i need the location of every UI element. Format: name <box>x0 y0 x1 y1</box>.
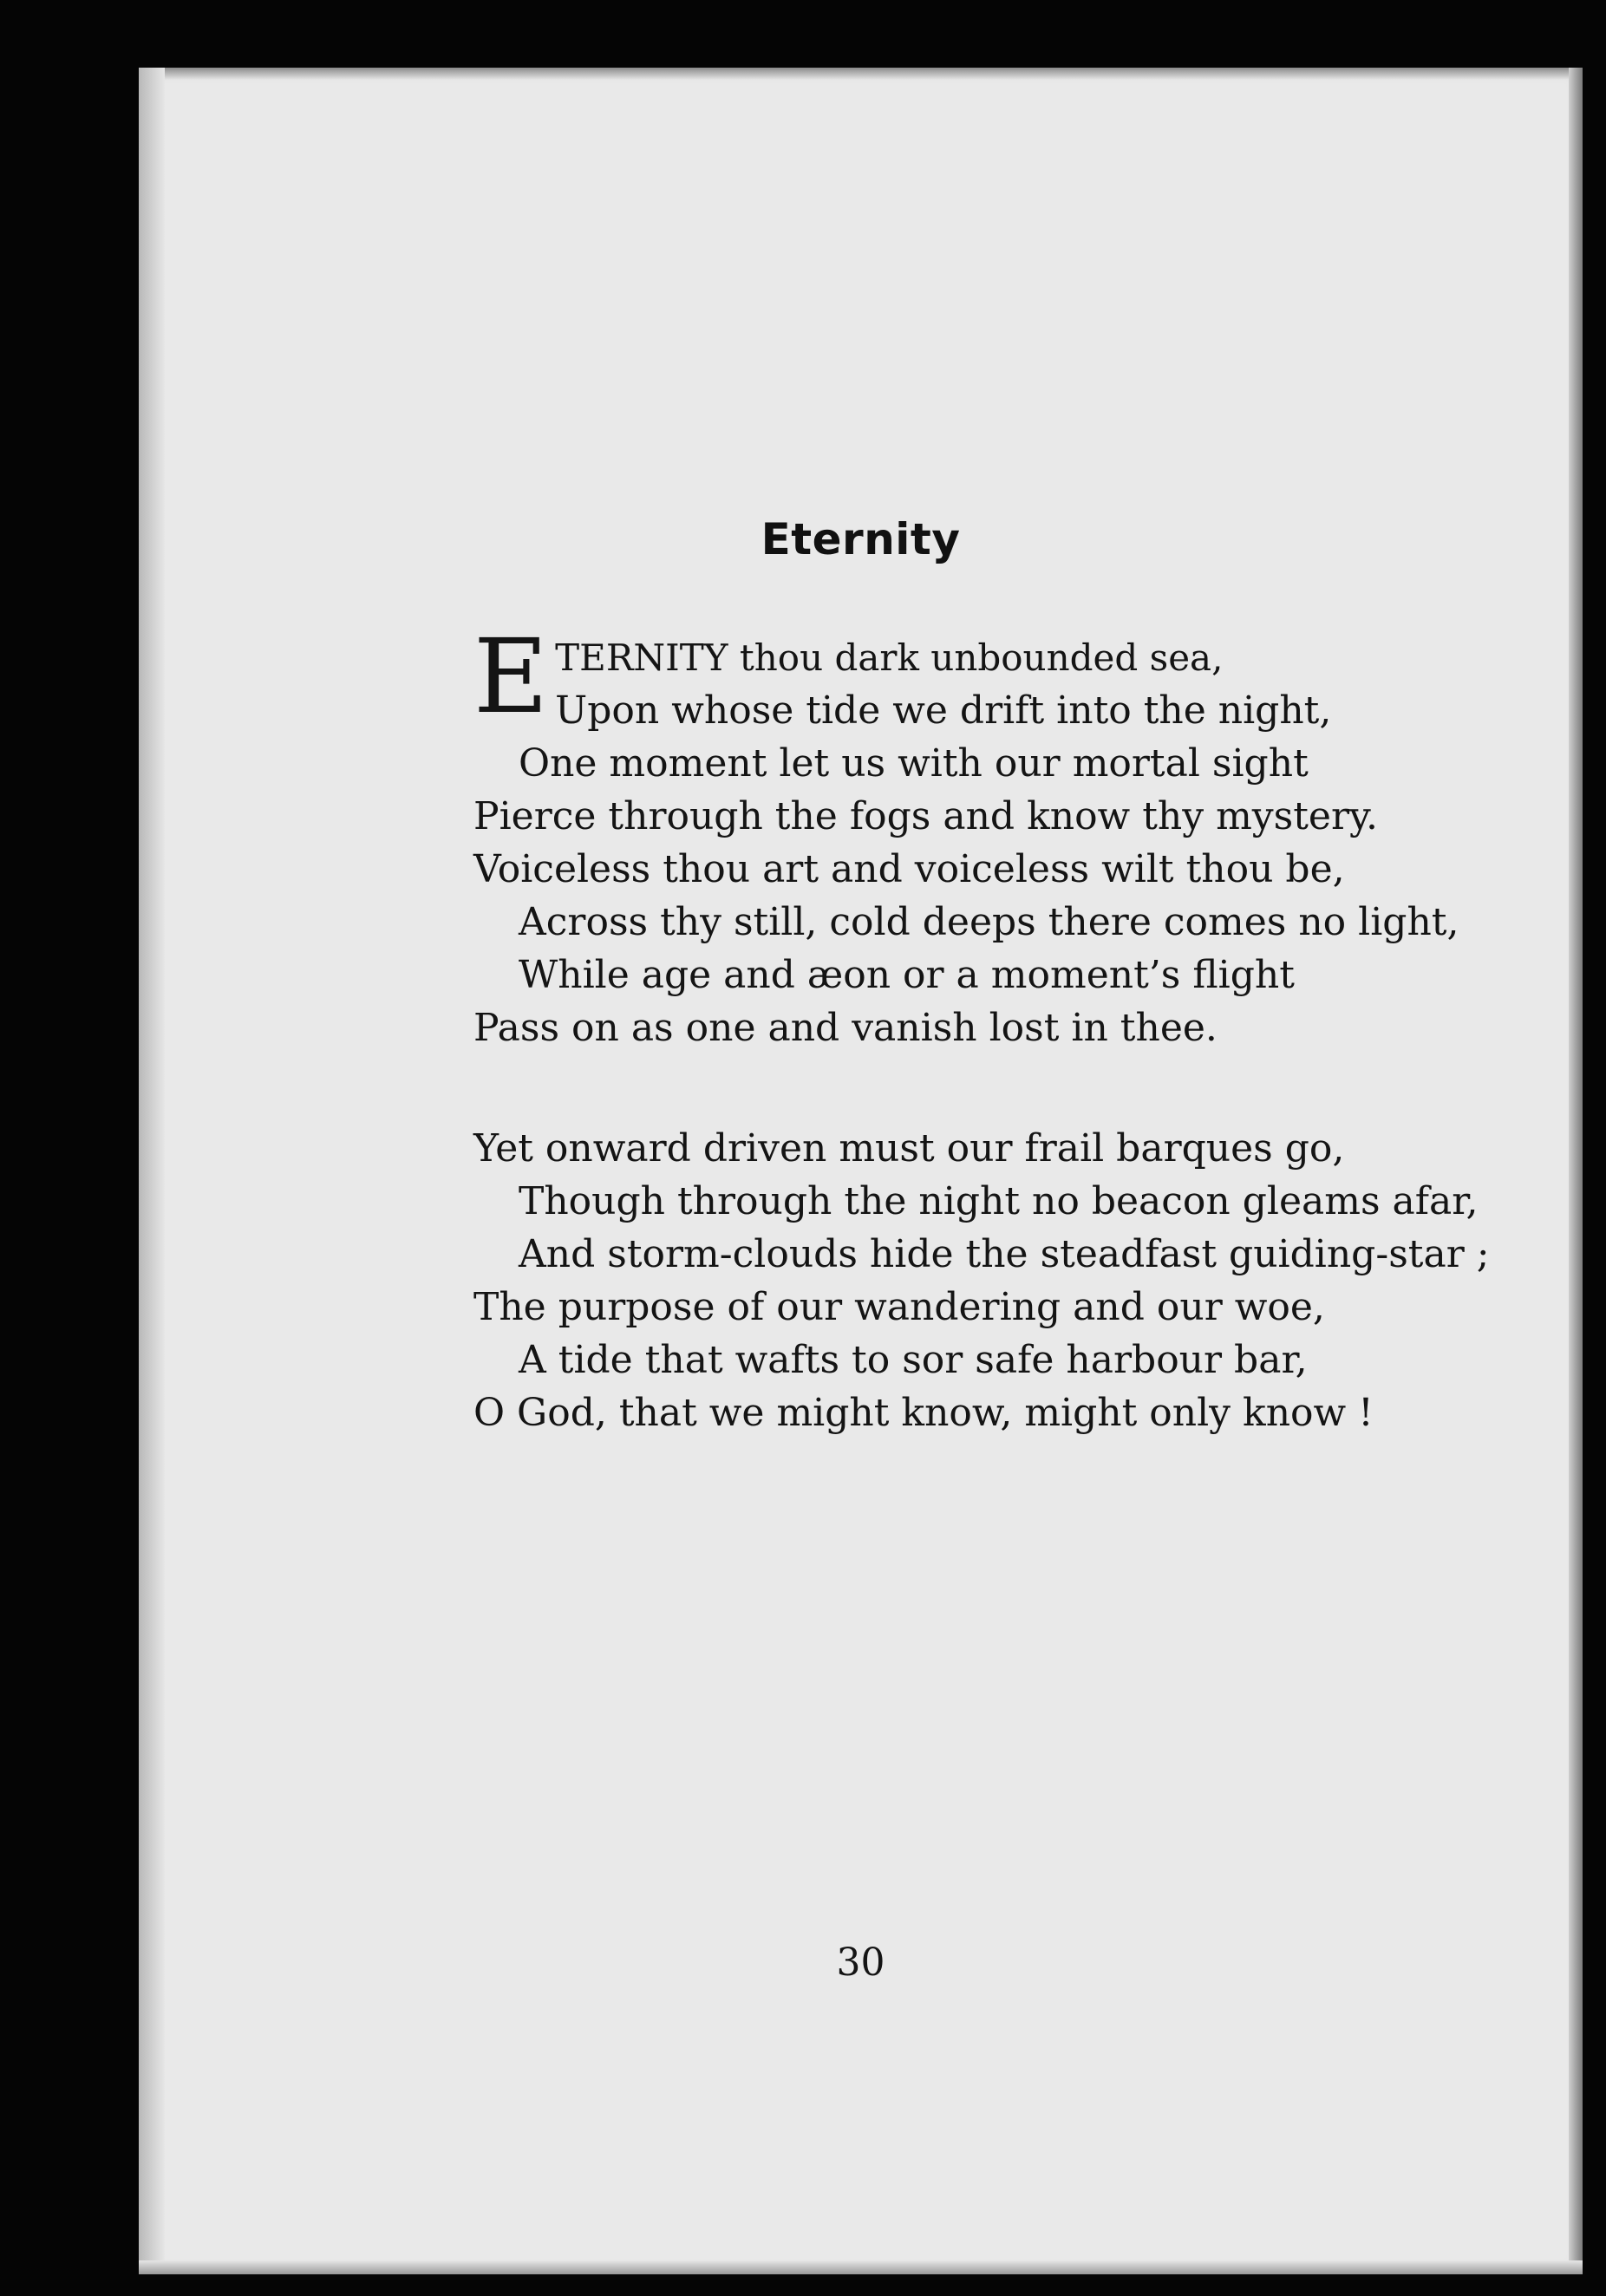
poem-line: Pierce through the fogs and know thy mystery. <box>473 794 1378 838</box>
poem-body <box>473 616 1540 1439</box>
book-page <box>139 68 1583 2274</box>
stanza-1 <box>473 616 1540 1054</box>
poem-title: Eternity <box>761 514 961 564</box>
poem-line: Pass on as one and vanish lost in thee. <box>473 1006 1218 1050</box>
stanza-break <box>473 1054 1540 1122</box>
poem-line: And storm-clouds hide the steadfast guiding-star ; <box>519 1232 1490 1276</box>
poem-line: A tide that wafts to sor safe harbour bar, <box>519 1338 1308 1382</box>
poem-line: Voiceless thou art and voiceless wilt thou be, <box>473 847 1345 891</box>
poem-line: O God, that we might know, might only know ! <box>473 1391 1374 1435</box>
drop-cap: E <box>473 616 549 736</box>
page-top-edge <box>139 68 1583 80</box>
poem-line: Yet onward driven must our frail barques go, <box>473 1126 1345 1171</box>
stanza-2 <box>473 1122 1540 1439</box>
poem-line: Upon whose tide we drift into the night, <box>555 688 1332 733</box>
poem-line-text: TERNITY thou dark unbounded sea, <box>555 636 1224 679</box>
page-number: 30 <box>836 1941 885 1985</box>
poem-line: Across thy still, cold deeps there comes no light, <box>519 900 1459 944</box>
poem-line: One moment let us with our mortal sight <box>519 741 1309 786</box>
page-bottom-edge <box>139 2260 1583 2274</box>
poem-line: The purpose of our wandering and our woe, <box>473 1285 1325 1329</box>
poem-line: Though through the night no beacon gleams afar, <box>519 1179 1479 1223</box>
poem-line: While age and æon or a moment’s flight <box>519 953 1295 997</box>
